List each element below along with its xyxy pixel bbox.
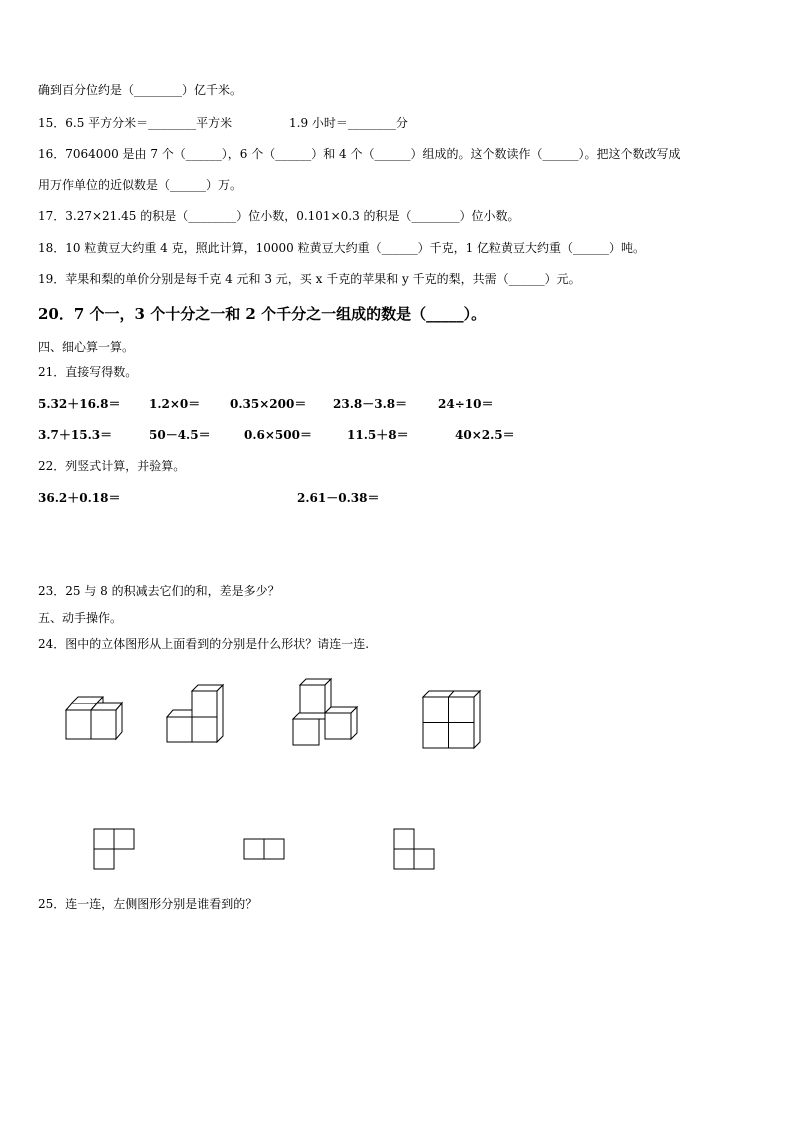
q15-part1: 15．6.5 平方分米＝________平方米 xyxy=(38,116,233,130)
calc-item: 23.8－3.8＝ xyxy=(333,397,408,411)
vertical-calc-item: 36.2＋0.18＝ xyxy=(38,491,121,505)
calc-item: 50－4.5＝ xyxy=(149,428,211,442)
section-5-heading: 五、动手操作。 xyxy=(38,611,123,625)
solid-figure-4 xyxy=(421,689,483,751)
calc-item: 3.7＋15.3＝ xyxy=(38,428,113,442)
vertical-calc-item: 2.61－0.38＝ xyxy=(297,491,380,505)
top-view-1 xyxy=(93,828,137,872)
top-view-2 xyxy=(243,838,287,862)
calc-item: 5.32＋16.8＝ xyxy=(38,397,121,411)
solid-figure-2 xyxy=(166,683,228,745)
q16-line2: 用万作单位的近似数是（______）万。 xyxy=(38,178,243,192)
solid-figure-1 xyxy=(64,696,126,742)
top-view-3 xyxy=(393,828,437,872)
line-q14-cont: 确到百分位约是（________）亿千米。 xyxy=(38,83,243,97)
calc-item: 0.6×500＝ xyxy=(244,428,312,442)
q24: 24．图中的立体图形从上面看到的分别是什么形状？请连一连. xyxy=(38,637,370,651)
q15-part2: 1.9 小时＝________分 xyxy=(289,116,408,130)
solid-figure-3 xyxy=(292,677,360,747)
q19: 19．苹果和梨的单价分别是每千克 4 元和 3 元，买 x 千克的苹果和 y 千克的梨，共需（______）元。 xyxy=(38,272,581,286)
q16-line1: 16．7064000 是由 7 个（______），6 个（______）和 4 个（______）组成的。这个数读作（______）。把这个数改写成 xyxy=(38,147,681,161)
q18: 18．10 粒黄豆大约重 4 克，照此计算，10000 粒黄豆大约重（______）千克，1 亿粒黄豆大约重（______）吨。 xyxy=(38,241,646,255)
section-4-heading: 四、细心算一算。 xyxy=(38,340,135,354)
q20: 20．7 个一，3 个十分之一和 2 个千分之一组成的数是（_____）。 xyxy=(38,305,487,323)
q22: 22．列竖式计算，并验算。 xyxy=(38,459,186,473)
q17: 17．3.27×21.45 的积是（________）位小数，0.101×0.3 的积是（________）位小数。 xyxy=(38,209,520,223)
calc-item: 40×2.5＝ xyxy=(455,428,515,442)
calc-item: 1.2×0＝ xyxy=(149,397,201,411)
q25: 25．连一连，左侧图形分别是谁看到的？ xyxy=(38,897,258,911)
calc-item: 24÷10＝ xyxy=(438,397,494,411)
q21: 21．直接写得数。 xyxy=(38,365,138,379)
q23: 23．25 与 8 的积减去它们的和，差是多少？ xyxy=(38,584,280,598)
calc-item: 0.35×200＝ xyxy=(230,397,307,411)
calc-item: 11.5＋8＝ xyxy=(347,428,409,442)
